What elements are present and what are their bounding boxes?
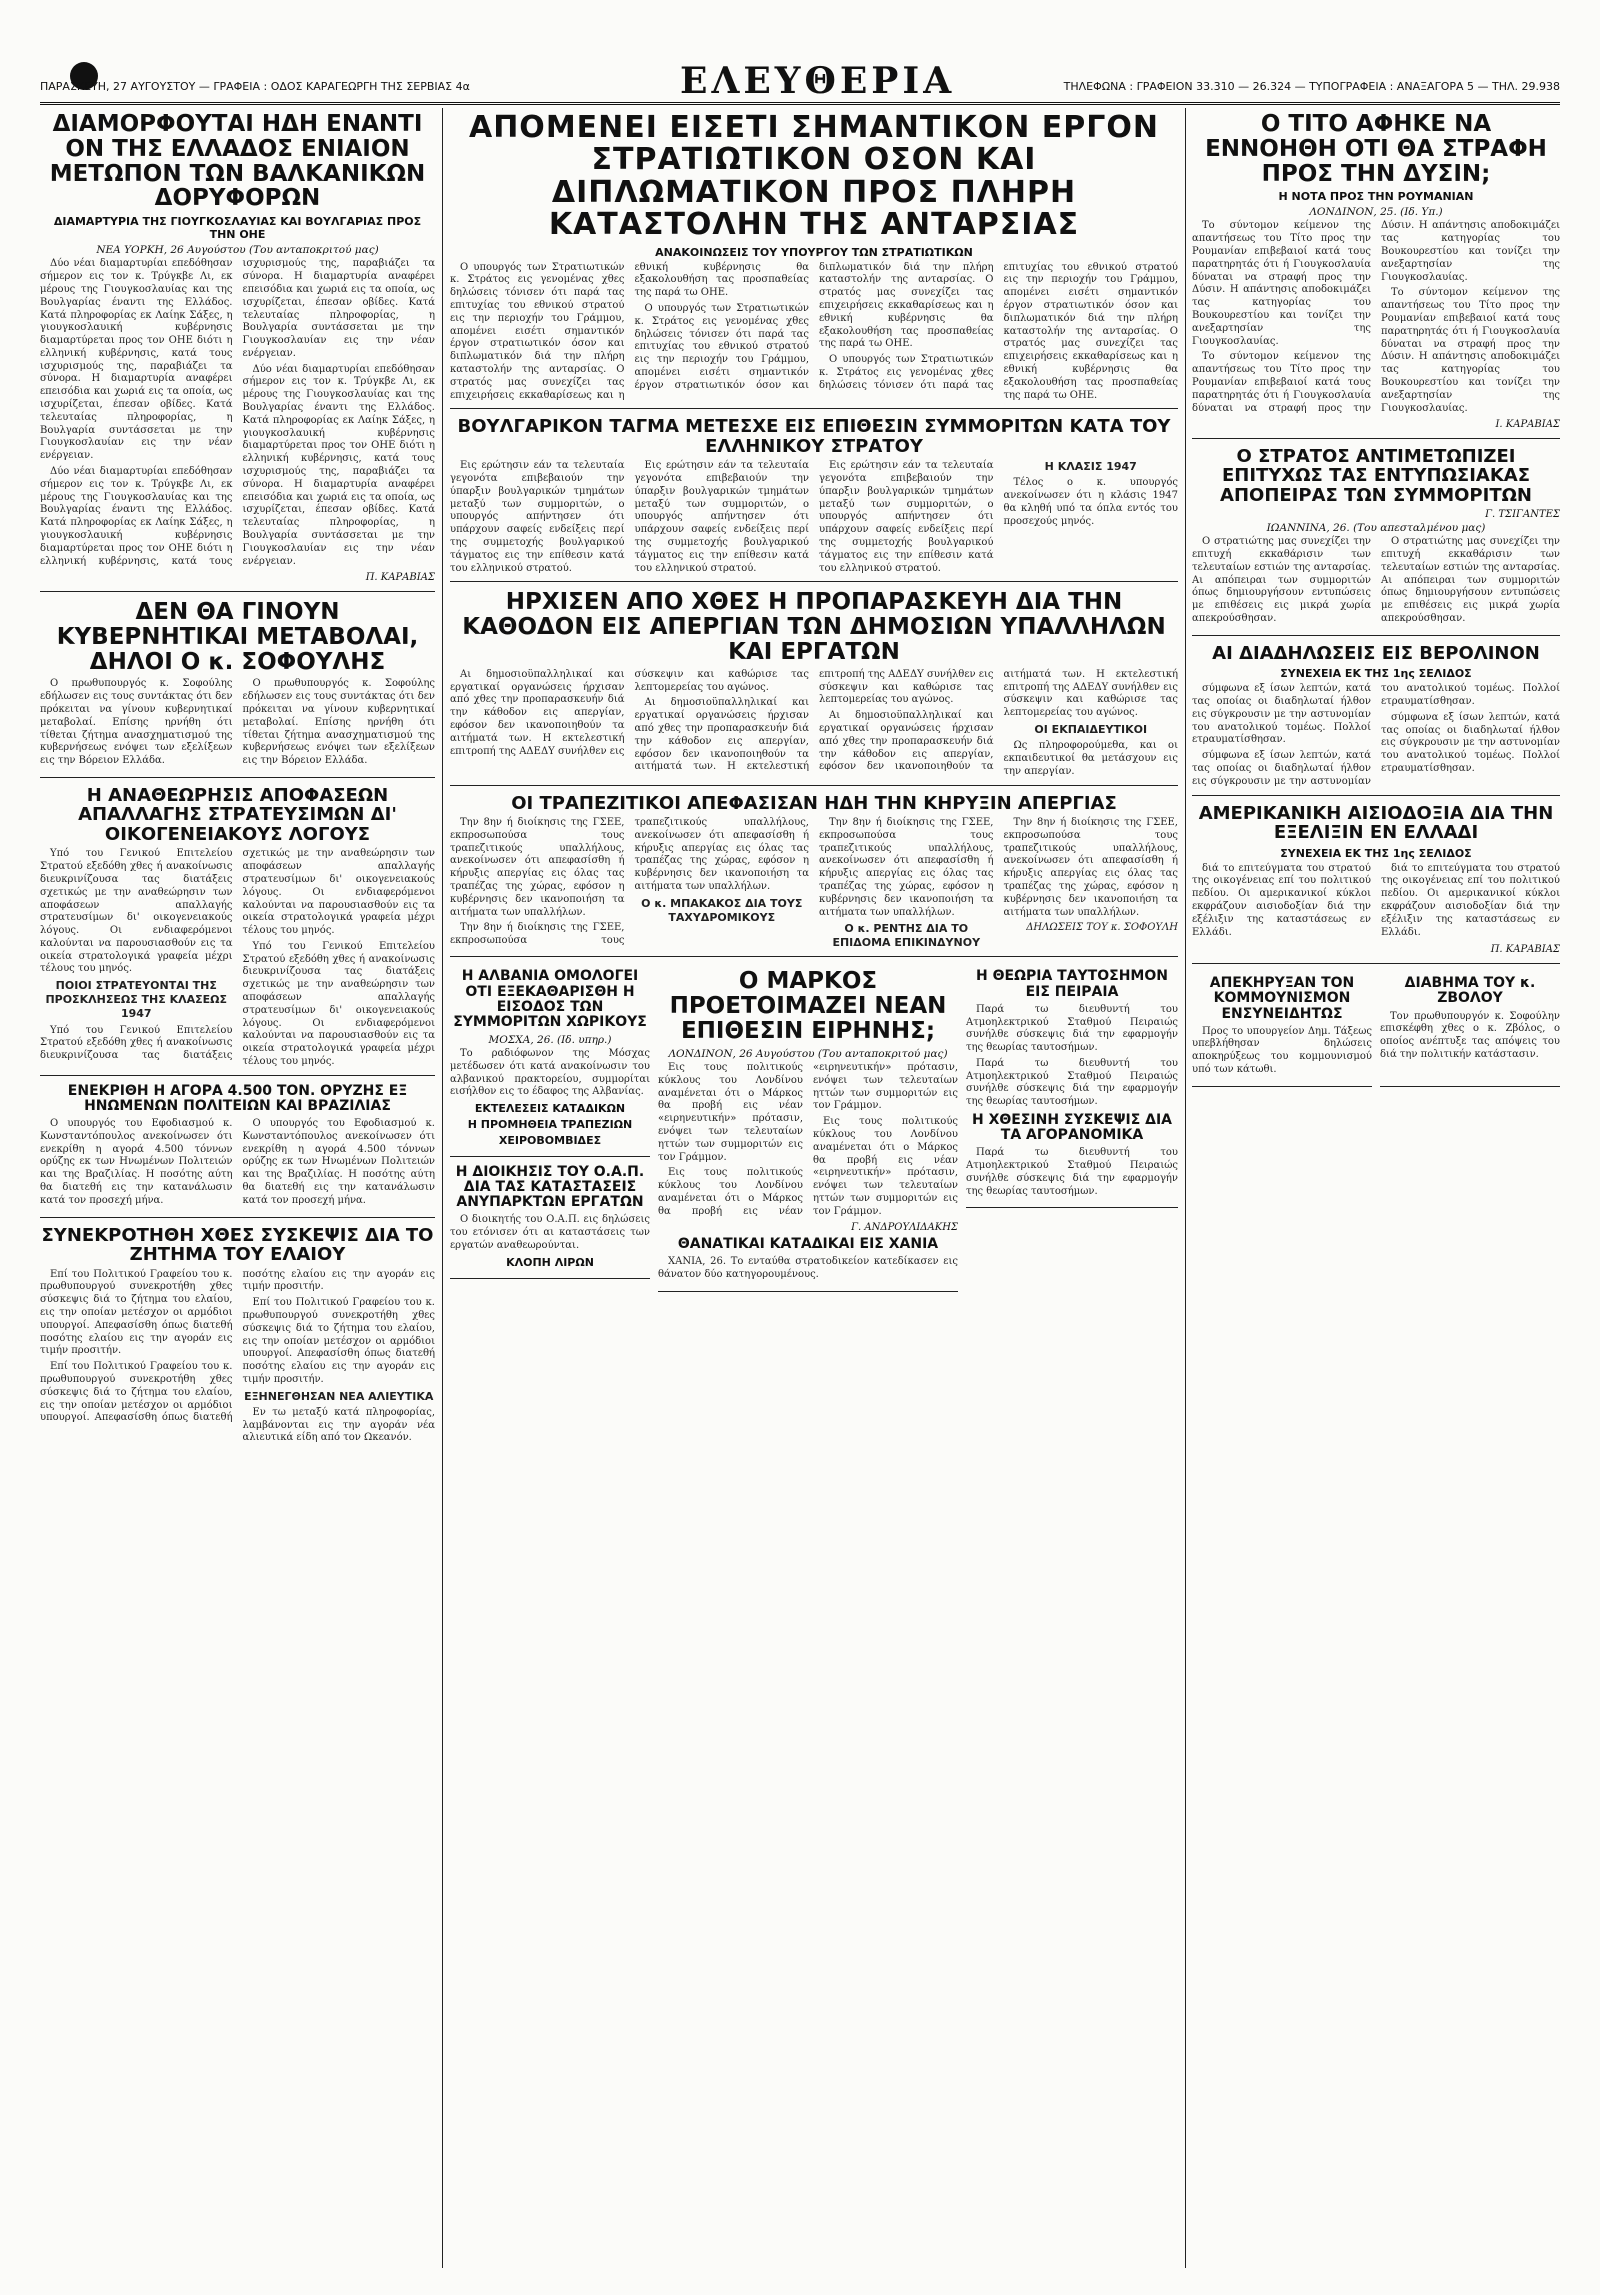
headline: Η ΔΙΟΙΚΗΣΙΣ ΤΟΥ Ο.Α.Π. ΔΙΑ ΤΑΣ ΚΑΤΑΣΤΑΣΕΙΣ ΑΝΥΠΑΡΚΤΩΝ ΕΡΓΑΤΩΝ bbox=[455, 1164, 645, 1211]
article-albania bbox=[450, 969, 650, 1157]
inner-subheadline: Ο κ. ΡΕΝΤΗΣ ΔΙΑ ΤΟ ΕΠΙΔΟΜΑ ΕΠΙΚΙΝΔΥΝΟΥ bbox=[832, 922, 981, 950]
center-column bbox=[450, 108, 1178, 1300]
article-body: Ο υπουργός των Στρατιωτικών κ. Στράτος εις γενομένας χθες δηλώσεις τόνισεν ότι παρά τας επιτυχίας του εθνικού στρατού εις την περιοχήν του Γράμμου, απομένει εισέτι σημαντικόν έργον στρατιωτικόν όσον και διπλωματικόν διά την πλήρη καταστολήν της ανταρσίας. Ο στρατός μας συνεχίζει τας επιχειρήσεις εκκαθαρίσεως και η εθνική κυβέρνησις θα εξακολουθήση τας προσπαθείας της παρά τω ΟΗΕ. Ο υπουργός των Στρατιωτικών κ. Στράτος εις γενομένας χθες δηλώσεις τόνισεν ότι παρά τας επιτυχίας του εθνικού στρατού εις την περιοχήν του Γράμμου, απομένει εισέτι σημαντικόν έργον στρατιωτικόν όσον και διπλωματικόν διά την πλήρη καταστολήν της ανταρσίας. Ο στρατός μας συνεχίζει τας επιχειρήσεις εκκαθαρίσεως και η εθνική κυβέρνησις θα εξακολουθήση τας προσπαθείας της παρά τω ΟΗΕ. Ο υπουργός των Στρατιωτικών κ. Στράτος εις γενομένας χθες δηλώσεις τόνισεν ότι παρά τας επιτυχίας του εθνικού στρατού εις την περιοχήν του Γράμμου, απομένει εισέτι σημαντικόν έργον στρατιωτικόν όσον και διπλωματικόν διά την πλήρη καταστολήν της ανταρσίας. Ο στρατός μας συνεχίζει τας επιχειρήσεις εκκαθαρίσεως και η εθνική κυβέρνησις θα εξακολουθήση τας προσπαθείας της παρά τω ΟΗΕ. bbox=[450, 261, 1178, 401]
article-body: Εις ερώτησιν εάν τα τελευταία γεγονότα επιβεβαιούν την ύπαρξιν βουλγαρικών τμημάτων μεταξύ των συμμοριτών, ο υπουργός απήντησεν ότι υπάρχουν σαφείς ενδείξεις περί της συμμετοχής βουλγαρικού τάγματος εις την επίθεσιν κατά του ελληνικού στρατού. Εις ερώτησιν εάν τα τελευταία γεγονότα επιβεβαιούν την ύπαρξιν βουλγαρικών τμημάτων μεταξύ των συμμοριτών, ο υπουργός απήντησεν ότι υπάρχουν σαφείς ενδείξεις περί της συμμετοχής βουλγαρικού τάγματος εις την επίθεσιν κατά του ελληνικού στρατού. Εις ερώτησιν εάν τα τελευταία γεγονότα επιβεβαιούν την ύπαρξιν βουλγαρικών τμημάτων μεταξύ των συμμοριτών, ο υπουργός απήντησεν ότι υπάρχουν σαφείς ενδείξεις περί της συμμετοχής βουλγαρικού τάγματος εις την επίθεσιν κατά του ελληνικού στρατού. Η ΚΛΑΣΙΣ 1947 Τέλος ο κ. υπουργός ανεκοίνωσεν ότι η κλάσις 1947 θα κληθή υπό τα όπλα εντός του προσεχούς μηνός. bbox=[450, 460, 1178, 574]
article-body: Το σύντομον κείμενον της απαντήσεως του Τίτο προς την Ρουμανίαν επιβεβαιοί κατά τους παρατηρητάς ότι ή Γιουγκοσλαυία δύναται να στραφή προς την Δύσιν. Η απάντησις αποδοκιμάζει τας κατηγορίας του Βουκουρεστίου και τονίζει την ανεξαρτησίαν της Γιουγκοσλαυίας. Το σύντομον κείμενον της απαντήσεως του Τίτο προς την Ρουμανίαν επιβεβαιοί κατά τους παρατηρητάς ότι ή Γιουγκοσλαυία δύναται να στραφή προς την Δύσιν. Η απάντησις αποδοκιμάζει τας κατηγορίας του Βουκουρεστίου και τονίζει την ανεξαρτησίαν της Γιουγκοσλαυίας. Το σύντομον κείμενον της απαντήσεως του Τίτο προς την Ρουμανίαν επιβεβαιοί κατά τους παρατηρητάς ότι ή Γιουγκοσλαυία δύναται να στραφή προς την Δύσιν. Η απάντησις αποδοκιμάζει τας κατηγορίας του Βουκουρεστίου και τονίζει την ανεξαρτησίαν της Γιουγκοσλαυίας. bbox=[1192, 220, 1560, 414]
byline: Ι. ΚΑΡΑΒΙΑΣ bbox=[1495, 418, 1560, 430]
article-body: Επί του Πολιτικού Γραφείου του κ. πρωθυπουργού συνεκροτήθη χθες σύσκεψις διά το ζήτημα του ελαίου, εις την οποίαν μετέσχον οι αρμόδιοι υπουργοί. Απεφασίσθη όπως διατεθή ποσότης ελαίου εις την αγοράν εις τιμήν προσιτήν. Επί του Πολιτικού Γραφείου του κ. πρωθυπουργού συνεκροτήθη χθες σύσκεψις διά το ζήτημα του ελαίου, εις την οποίαν μετέσχον οι αρμόδιοι υπουργοί. Απεφασίσθη όπως διατεθή ποσότης ελαίου εις την αγοράν εις τιμήν προσιτήν. Επί του Πολιτικού Γραφείου του κ. πρωθυπουργού συνεκροτήθη χθες σύσκεψις διά το ζήτημα του ελαίου, εις την οποίαν μετέσχον οι αρμόδιοι υπουργοί. Απεφασίσθη όπως διατεθή ποσότης ελαίου εις την αγοράν εις τιμήν προσιτήν. ΕΞΗΝΕΓΘΗΣΑΝ ΝΕΑ ΑΛΙΕΥΤΙΚΑ Εν τω μεταξύ κατά πληροφορίας, λαμβάνονται εις την αγοράν νέα αλιευτικά είδη από τον Ωκεανόν. bbox=[40, 1268, 435, 1444]
article-body: Την 8ην ή διοίκησις της ΓΣΕΕ, εκπροσωπούσα τους τραπεζιτικούς υπαλλήλους, ανεκοίνωσεν ότι απεφασίσθη ή κήρυξις απεργίας εις όλας τας τραπέζας της χώρας, εφόσον η κυβέρνησις δεν ικανοποιήση τα αιτήματα των υπαλλήλων. Την 8ην ή διοίκησις της ΓΣΕΕ, εκπροσωπούσα τους τραπεζιτικούς υπαλλήλους, ανεκοίνωσεν ότι απεφασίσθη ή κήρυξις απεργίας εις όλας τας τραπέζας της χώρας, εφόσον η κυβέρνησις δεν ικανοποιήση τα αιτήματα των υπαλλήλων. Ο κ. ΜΠΑΚΑΚΟΣ ΔΙΑ ΤΟΥΣ ΤΑΧΥΔΡΟΜΙΚΟΥΣ Την 8ην ή διοίκησις της ΓΣΕΕ, εκπροσωπούσα τους τραπεζιτικούς υπαλλήλους, ανεκοίνωσεν ότι απεφασίσθη ή κήρυξις απεργίας εις όλας τας τραπέζας της χώρας, εφόσον η κυβέρνησις δεν ικανοποιήση τα αιτήματα των υπαλλήλων. Ο κ. ΡΕΝΤΗΣ ΔΙΑ ΤΟ ΕΠΙΔΟΜΑ ΕΠΙΚΙΝΔΥΝΟΥ Την 8ην ή διοίκησις της ΓΣΕΕ, εκπροσωπούσα τους τραπεζιτικούς υπαλλήλους, ανεκοίνωσεν ότι απεφασίσθη ή κήρυξις απεργίας εις όλας τας τραπέζας της χώρας, εφόσον η κυβέρνησις δεν ικανοποιήση τα αιτήματα των υπαλλήλων. ΔΗΛΩΣΕΙΣ ΤΟΥ κ. ΣΟΦΟΥΛΗ bbox=[450, 816, 1178, 950]
headline: ΟΙ ΤΡΑΠΕΖΙΤΙΚΟΙ ΑΠΕΦΑΣΙΣΑΝ ΗΔΗ ΤΗΝ ΚΗΡΥΞΙΝ ΑΠΕΡΓΙΑΣ bbox=[511, 792, 1117, 814]
center-lower-right bbox=[966, 965, 1178, 1299]
headline: Η ΘΕΩΡΙΑ ΤΑΥΤΟΣΗΜΟΝ ΕΙΣ ΠΕΙΡΑΙΑ bbox=[976, 968, 1168, 1000]
newspaper-title: ΕΛΕΥΘΕΡΙΑ bbox=[680, 60, 956, 102]
article-markos bbox=[658, 969, 958, 1291]
article-lead-military bbox=[450, 112, 1178, 409]
article-body: Παρά τω διευθυντή του Ατμοηλεκτρικού Σταθμού Πειραιώς συνήλθε σύσκεψις διά την εφαρμογήν της θεωρίας ταυτοσήμων. Παρά τω διευθυντή του Ατμοηλεκτρικού Σταθμού Πειραιώς συνήλθε σύσκεψις διά την εφαρμογήν της θεωρίας ταυτοσήμων. bbox=[966, 1003, 1178, 1108]
byline: Π. ΚΑΡΑΒΙΑΣ bbox=[365, 571, 435, 583]
article-body: Εις τους πολιτικούς κύκλους του Λονδίνου αναμένεται ότι ο Μάρκος θα προβή εις νέαν «ειρηνευτικήν» πρότασιν, ενόψει των τελευταίων ηττών των συμμοριτών εις τον Γράμμον. Εις τους πολιτικούς κύκλους του Λονδίνου αναμένεται ότι ο Μάρκος θα προβή εις νέαν «ειρηνευτικήν» πρότασιν, ενόψει των τελευταίων ηττών των συμμοριτών εις τον Γράμμον. Εις τους πολιτικούς κύκλους του Λονδίνου αναμένεται ότι ο Μάρκος θα προβή εις νέαν «ειρηνευτικήν» πρότασιν, ενόψει των τελευταίων ηττών των συμμοριτών εις τον Γράμμον. bbox=[658, 1061, 958, 1217]
headline: ΔΙΑΒΗΜΑ ΤΟΥ κ. ΖΒΟΛΟΥ bbox=[1404, 975, 1536, 1007]
article-body: Παρά τω διευθυντή του Ατμοηλεκτρικού Σταθμού Πειραιώς συνήλθε σύσκεψις διά την εφαρμογήν της θεωρίας ταυτοσήμων. bbox=[966, 1147, 1178, 1197]
inner-subheadline: ΠΟΙΟΙ ΣΤΡΑΤΕΥΟΝΤΑΙ ΤΗΣ ΠΡΟΣΚΛΗΣΕΩΣ ΤΗΣ ΚΛΑΣΕΩΣ 1947 bbox=[45, 979, 228, 1021]
byline: Γ. ΑΝΔΡΟΥΛΙΔΑΚΗΣ bbox=[851, 1222, 958, 1234]
headline: ΑΙ ΔΙΑΔΗΛΩΣΕΙΣ ΕΙΣ ΒΕΡΟΛΙΝΟΝ bbox=[1212, 642, 1540, 664]
masthead-phones: ΤΗΛΕΦΩΝΑ : ΓΡΑΦΕΙΟΝ 33.310 — 26.324 — ΤΥΠΟΓΡΑΦΕΙΑ : ΑΝΑΞΑΓΟΡΑ 5 — ΤΗΛ. 29.938 bbox=[1063, 80, 1560, 93]
inner-subheadline: ΧΕΙΡΟΒΟΜΒΙΔΕΣ bbox=[498, 1134, 602, 1148]
inner-headline: Η ΧΘΕΣΙΝΗ ΣΥΣΚΕΨΙΣ ΔΙΑ ΤΑ ΑΓΟΡΑΝΟΜΙΚΑ bbox=[971, 1112, 1173, 1144]
masthead bbox=[40, 60, 1560, 105]
article-tito bbox=[1192, 112, 1560, 439]
right-column bbox=[1192, 108, 1560, 1095]
continuation-note: ΣΥΝΕΧΕΙΑ ΕΚ ΤΗΣ 1ης ΣΕΛΙΔΟΣ bbox=[1280, 667, 1472, 681]
article-american-optimism bbox=[1192, 804, 1560, 965]
column-rule bbox=[1185, 108, 1186, 2268]
article-bank-strike bbox=[450, 794, 1178, 958]
article-rice bbox=[40, 1084, 435, 1218]
article-body: σύμφωνα εξ ίσων λεπτών, κατά τας οποίας οι διαδηλωταί ήλθον εις σύγκρουσιν με την αστυνομίαν του ανατολικού τομέως. Πολλοί ετραυματίσθησαν. σύμφωνα εξ ίσων λεπτών, κατά τας οποίας οι διαδηλωταί ήλθον εις σύγκρουσιν με την αστυνομίαν του ανατολικού τομέως. Πολλοί ετραυματίσθησαν. σύμφωνα εξ ίσων λεπτών, κατά τας οποίας οι διαδηλωταί ήλθον εις σύγκρουσιν με την αστυνομίαν του ανατολικού τομέως. Πολλοί ετραυματίσθησαν. bbox=[1192, 683, 1560, 787]
inner-subheadline: ΕΚΤΕΛΕΣΕΙΣ ΚΑΤΑΔΙΚΩΝ bbox=[474, 1102, 626, 1116]
article-sofoulis bbox=[40, 600, 435, 778]
headline: Ο ΤΙΤΟ ΑΦΗΚΕ ΝΑ ΕΝΝΟΗΘΗ ΟΤΙ ΘΑ ΣΤΡΑΦΗ ΠΡΟΣ ΤΗΝ ΔΥΣΙΝ; bbox=[1205, 111, 1547, 187]
center-lower-left bbox=[450, 965, 650, 1299]
inner-subheadline: Η ΚΛΑΣΙΣ 1947 bbox=[1044, 460, 1137, 474]
article-body: Υπό του Γενικού Επιτελείου Στρατού εξεδόθη χθες ή ανακοίνωσις διευκρινίζουσα τας διατάξεις σχετικώς με την αναθεώρησιν των αποφάσεων απαλλαγής στρατευσίμων δι' οικογενειακούς λόγους. Οι ενδιαφερόμενοι καλούνται να παρουσιασθούν εις τα οικεία στρατολογικά γραφεία μέχρι τέλους του μηνός. ΠΟΙΟΙ ΣΤΡΑΤΕΥΟΝΤΑΙ ΤΗΣ ΠΡΟΣΚΛΗΣΕΩΣ ΤΗΣ ΚΛΑΣΕΩΣ 1947 Υπό του Γενικού Επιτελείου Στρατού εξεδόθη χθες ή ανακοίνωσις διευκρινίζουσα τας διατάξεις σχετικώς με την αναθεώρησιν των αποφάσεων απαλλαγής στρατευσίμων δι' οικογενειακούς λόγους. Οι ενδιαφερόμενοι καλούνται να παρουσιασθούν εις τα οικεία στρατολογικά γραφεία μέχρι τέλους του μηνός. Υπό του Γενικού Επιτελείου Στρατού εξεδόθη χθες ή ανακοίνωσις διευκρινίζουσα τας διατάξεις σχετικώς με την αναθεώρησιν των αποφάσεων απαλλαγής στρατευσίμων δι' οικογενειακούς λόγους. Οι ενδιαφερόμενοι καλούνται να παρουσιασθούν εις τα οικεία στρατολογικά γραφεία μέχρι τέλους του μηνός. bbox=[40, 848, 435, 1068]
article-body: Το ραδιόφωνον της Μόσχας μετέδωσεν ότι κατά ανακοίνωσιν του αλβανικού πρακτορείου, συμμορίται εισήλθον εις το έδαφος της Αλβανίας. bbox=[450, 1047, 650, 1098]
headline: ΗΡΧΙΣΕΝ ΑΠΟ ΧΘΕΣ Η ΠΡΟΠΑΡΑΣΚΕΥΗ ΔΙΑ ΤΗΝ ΚΑΘΟΔΟΝ ΕΙΣ ΑΠΕΡΓΙΑΝ ΤΩΝ ΔΗΜΟΣΙΩΝ ΥΠΑΛΛΗΛΩΝ ΚΑΙ ΕΡΓΑΤΩΝ bbox=[462, 589, 1166, 666]
dateline: ΜΟΣΧΑ, 26. (Ιδ. υπηρ.) bbox=[488, 1033, 612, 1046]
headline: Η ΑΝΑΘΕΩΡΗΣΙΣ ΑΠΟΦΑΣΕΩΝ ΑΠΑΛΛΑΓΗΣ ΣΤΡΑΤΕΥΣΙΜΩΝ ΔΙ' ΟΙΚΟΓΕΝΕΙΑΚΟΥΣ ΛΟΓΟΥΣ bbox=[78, 785, 397, 845]
subheadline: ΔΙΑΜΑΡΤΥΡΙΑ ΤΗΣ ΓΙΟΥΓΚΟΣΛΑΥΙΑΣ ΚΑΙ ΒΟΥΛΓΑΡΙΑΣ ΠΡΟΣ ΤΗΝ ΟΗΕ bbox=[53, 215, 422, 242]
article-body: Δύο νέαι διαμαρτυρίαι επεδόθησαν σήμερον εις τον κ. Τρύγκβε Λι, εκ μέρους της Γιουγκοσλαυίας και της Βουλγαρίας έναντι της Ελλάδος. Κατά πληροφορίας εκ Λαίηκ Σάξες, η γιουγκοσλαυική κυβέρνησις διαμαρτύρεται προς τον ΟΗΕ διότι η ελληνική κυβέρνησις, κατά τους ισχυρισμούς της, παραβιάζει τα σύνορα. Η διαμαρτυρία αναφέρει επεισόδια και χωριά εις τα οποία, ως ισχυρίζεται, έπεσαν οβίδες. Κατά τελευταίας πληροφορίας, η Βουλγαρία συντάσσεται με την Γιουγκοσλαυίαν εις την νέαν ενέργειαν. Δύο νέαι διαμαρτυρίαι επεδόθησαν σήμερον εις τον κ. Τρύγκβε Λι, εκ μέρους της Γιουγκοσλαυίας και της Βουλγαρίας έναντι της Ελλάδος. Κατά πληροφορίας εκ Λαίηκ Σάξες, η γιουγκοσλαυική κυβέρνησις διαμαρτύρεται προς τον ΟΗΕ διότι η ελληνική κυβέρνησις, κατά τους ισχυρισμούς της, παραβιάζει τα σύνορα. Η διαμαρτυρία αναφέρει επεισόδια και χωριά εις τα οποία, ως ισχυρίζεται, έπεσαν οβίδες. Κατά τελευταίας πληροφορίας, η Βουλγαρία συντάσσεται με την Γιουγκοσλαυίαν εις την νέαν ενέργειαν. Δύο νέαι διαμαρτυρίαι επεδόθησαν σήμερον εις τον κ. Τρύγκβε Λι, εκ μέρους της Γιουγκοσλαυίας και της Βουλγαρίας έναντι της Ελλάδος. Κατά πληροφορίας εκ Λαίηκ Σάξες, η γιουγκοσλαυική κυβέρνησις διαμαρτύρεται προς τον ΟΗΕ διότι η ελληνική κυβέρνησις, κατά τους ισχυρισμούς της, παραβιάζει τα σύνορα. Η διαμαρτυρία αναφέρει επεισόδια και χωριά εις τα οποία, ως ισχυρίζεται, έπεσαν οβίδες. Κατά τελευταίας πληροφορίας, η Βουλγαρία συντάσσεται με την Γιουγκοσλαυίαν εις την νέαν ενέργειαν. bbox=[40, 258, 435, 567]
article-body: Ο διοικητής του Ο.Α.Π. εις δηλώσεις του ετόνισεν ότι αι καταστάσεις των εργατών αναθεωρούνται. bbox=[450, 1214, 650, 1252]
headline: ΔΕΝ ΘΑ ΓΙΝΟΥΝ ΚΥΒΕΡΝΗΤΙΚΑΙ ΜΕΤΑΒΟΛΑΙ, ΔΗΛΟΙ Ο κ. ΣΟΦΟΥΛΗΣ bbox=[56, 598, 419, 675]
headline: ΕΝΕΚΡΙΘΗ Η ΑΓΟΡΑ 4.500 ΤΟΝ. ΟΡΥΖΗΣ ΕΞ ΗΝΩΜΕΝΩΝ ΠΟΛΙΤΕΙΩΝ ΚΑΙ ΒΡΑΖΙΛΙΑΣ bbox=[67, 1082, 408, 1114]
headline: ΑΜΕΡΙΚΑΝΙΚΗ ΑΙΣΙΟΔΟΞΙΑ ΔΙΑ ΤΗΝ ΕΞΕΛΙΞΙΝ ΕΝ ΕΛΛΑΔΙ bbox=[1198, 802, 1554, 844]
article-theory bbox=[966, 969, 1178, 1208]
article-balkan-front bbox=[40, 112, 435, 592]
continuation-note: ΣΥΝΕΧΕΙΑ ΕΚ ΤΗΣ 1ης ΣΕΛΙΔΟΣ bbox=[1280, 846, 1472, 860]
article-public-strike bbox=[450, 590, 1178, 785]
dateline: ΛΟΝΔΙΝΟΝ, 26 Αυγούστου (Του ανταποκριτού μας) bbox=[668, 1047, 948, 1060]
inner-subheadline: ΚΛΟΠΗ ΛΙΡΩΝ bbox=[506, 1255, 594, 1269]
inner-subheadline: Η ΠΡΟΜΗΘΕΙΑ ΤΡΑΠΕΖΙΩΝ bbox=[467, 1118, 633, 1132]
article-communism bbox=[1192, 972, 1372, 1087]
subheadline: ΑΝΑΚΟΙΝΩΣΕΙΣ ΤΟΥ ΥΠΟΥΡΓΟΥ ΤΩΝ ΣΤΡΑΤΙΩΤΙΚΩΝ bbox=[655, 245, 973, 259]
headline: ΑΠΕΚΗΡΥΞΑΝ ΤΟΝ ΚΟΜΜΟΥΝΙΣΜΟΝ ΕΝΣΥΝΕΙΔΗΤΩΣ bbox=[1209, 975, 1355, 1022]
column-rule bbox=[442, 108, 443, 2268]
inner-subheadline: ΟΙ ΕΚΠΑΙΔΕΥΤΙΚΟΙ bbox=[1034, 723, 1148, 737]
headline: ΒΟΥΛΓΑΡΙΚΟΝ ΤΑΓΜΑ ΜΕΤΕΣΧΕ ΕΙΣ ΕΠΙΘΕΣΙΝ ΣΥΜΜΟΡΙΤΩΝ ΚΑΤΑ ΤΟΥ ΕΛΛΗΝΙΚΟΥ ΣΤΡΑΤΟΥ bbox=[457, 416, 1171, 457]
article-body: Αι δημοσιοϋπαλληλικαί και εργατικαί οργανώσεις ήρχισαν από χθες την προπαρασκευήν διά την κάθοδον εις απεργίαν, εφόσον δεν ικανοποιηθούν τα αιτήματά των. Η εκτελεστική επιτροπή της ΑΔΕΔΥ συνήλθεν εις σύσκεψιν και καθώρισε τας λεπτομερείας του αγώνος. Αι δημοσιοϋπαλληλικαί και εργατικαί οργανώσεις ήρχισαν από χθες την προπαρασκευήν διά την κάθοδον εις απεργίαν, εφόσον δεν ικανοποιηθούν τα αιτήματά των. Η εκτελεστική επιτροπή της ΑΔΕΔΥ συνήλθεν εις σύσκεψιν και καθώρισε τας λεπτομερείας του αγώνος. Αι δημοσιοϋπαλληλικαί και εργατικαί οργανώσεις ήρχισαν από χθες την προπαρασκευήν διά την κάθοδον εις απεργίαν, εφόσον δεν ικανοποιηθούν τα αιτήματά των. Η εκτελεστική επιτροπή της ΑΔΕΔΥ συνήλθεν εις σύσκεψιν και καθώρισε τας λεπτομερείας του αγώνος. ΟΙ ΕΚΠΑΙΔΕΥΤΙΚΟΙ Ως πληροφορούμεθα, και οι εκπαιδευτικοί θα μετάσχουν εις την απεργίαν. bbox=[450, 668, 1178, 777]
center-lower-middle bbox=[658, 965, 958, 1299]
article-body: Προς το υπουργείον Δημ. Τάξεως υπεβλήθησαν δηλώσεις αποκηρύξεως του κομμουνισμού υπό των κάτωθι. bbox=[1192, 1025, 1372, 1076]
left-column bbox=[40, 108, 435, 1459]
byline: ΔΗΛΩΣΕΙΣ ΤΟΥ κ. ΣΟΦΟΥΛΗ bbox=[1026, 922, 1178, 934]
article-oap bbox=[450, 1165, 650, 1279]
article-oil bbox=[40, 1226, 435, 1452]
lead-headline: ΑΠΟΜΕΝΕΙ ΕΙΣΕΤΙ ΣΗΜΑΝΤΙΚΟΝ ΕΡΓΟΝ ΣΤΡΑΤΙΩΤΙΚΟΝ ΟΣΟΝ ΚΑΙ ΔΙΠΛΩΜΑΤΙΚΟΝ ΠΡΟΣ ΠΛΗΡΗ ΚΑΤΑΣΤΟΛΗΝ ΤΗΣ ΑΝΤΑΡΣΙΑΣ bbox=[468, 110, 1159, 243]
dateline: ΝΕΑ ΥΟΡΚΗ, 26 Αυγούστου (Του ανταποκριτού μας) bbox=[96, 244, 379, 257]
article-army bbox=[1192, 447, 1560, 636]
article-body: Τον πρωθυπουργόν κ. Σοφούλην επισκέφθη χθες ο κ. Ζβόλος, ο οποίος ανέπτυξε τας απόψεις του διά την πολιτικήν κατάστασιν. bbox=[1380, 1010, 1560, 1060]
byline: Γ. ΤΣΙΓΑΝΤΕΣ bbox=[1485, 509, 1560, 521]
article-body: ΧΑΝΙΑ, 26. Το ενταύθα στρατοδικείον κατεδίκασεν εις θάνατον δύο κατηγορουμένους. bbox=[658, 1256, 958, 1280]
right-lower-row bbox=[1192, 972, 1560, 1095]
article-berlin bbox=[1192, 644, 1560, 796]
headline: ΔΙΑΜΟΡΦΟΥΤΑΙ ΗΔΗ ΕΝΑΝΤΙ ΟΝ ΤΗΣ ΕΛΛΑΔΟΣ ΕΝΙΑΙΟΝ ΜΕΤΩΠΟΝ ΤΩΝ ΒΑΛΚΑΝΙΚΩΝ ΔΟΡΥΦΟΡΩΝ bbox=[49, 111, 426, 212]
headline: Ο ΣΤΡΑΤΟΣ ΑΝΤΙΜΕΤΩΠΙΖΕΙ ΕΠΙΤΥΧΩΣ ΤΑΣ ΕΝΤΥΠΩΣΙΑΚΑΣ ΑΠΟΠΕΙΡΑΣ ΤΩΝ ΣΥΜΜΟΡΙΤΩΝ bbox=[1220, 445, 1532, 506]
article-zvolos bbox=[1380, 972, 1560, 1087]
article-body: διά το επιτεύγματα του στρατού της οικογένειας επί του πολιτικού πεδίου. Οι αμερικανικοί κύκλοι εκφράζουν αισιοδοξίαν διά την εξέλιξιν της καταστάσεως εν Ελλάδι. διά το επιτεύγματα του στρατού της οικογένειας επί του πολιτικού πεδίου. Οι αμερικανικοί κύκλοι εκφράζουν αισιοδοξίαν διά την εξέλιξιν της καταστάσεως εν Ελλάδι. bbox=[1192, 862, 1560, 938]
byline: Π. ΚΑΡΑΒΙΑΣ bbox=[1490, 944, 1560, 956]
inner-subheadline: Ο κ. ΜΠΑΚΑΚΟΣ ΔΙΑ ΤΟΥΣ ΤΑΧΥΔΡΟΜΙΚΟΥΣ bbox=[641, 896, 803, 924]
headline: ΣΥΝΕΚΡΟΤΗΘΗ ΧΘΕΣ ΣΥΣΚΕΨΙΣ ΔΙΑ ΤΟ ΖΗΤΗΜΑ ΤΟΥ ΕΛΑΙΟΥ bbox=[41, 1224, 434, 1266]
inner-headline: ΘΑΝΑΤΙΚΑΙ ΚΑΤΑΔΙΚΑΙ ΕΙΣ ΧΑΝΙΑ bbox=[677, 1236, 939, 1253]
article-body: Ο υπουργός του Εφοδιασμού κ. Κωνσταντόπουλος ανεκοίνωσεν ότι ενεκρίθη η αγορά 4.500 τόννων ορύζης εκ των Ηνωμένων Πολιτειών και της Βραζιλίας. Η ποσότης αύτη θα διατεθή εις την κατανάλωσιν κατά τον προσεχή μήνα. Ο υπουργός του Εφοδιασμού κ. Κωνσταντόπουλος ανεκοίνωσεν ότι ενεκρίθη η αγορά 4.500 τόννων ορύζης εκ των Ηνωμένων Πολιτειών και της Βραζιλίας. Η ποσότης αύτη θα διατεθή εις την κατανάλωσιν κατά τον προσεχή μήνα. bbox=[40, 1118, 435, 1206]
subheadline: Η ΝΟΤΑ ΠΡΟΣ ΤΗΝ ΡΟΥΜΑΝΙΑΝ bbox=[1278, 190, 1474, 204]
masthead-date-address: ΠΑΡΑΣΚΕΥΗ, 27 ΑΥΓΟΥΣΤΟΥ — ΓΡΑΦΕΙΑ : ΟΔΟΣ ΚΑΡΑΓΕΩΡΓΗ ΤΗΣ ΣΕΡΒΙΑΣ 4α bbox=[40, 80, 470, 93]
headline: Η ΑΛΒΑΝΙΑ ΟΜΟΛΟΓΕΙ ΟΤΙ ΕΞΕΚΑΘΑΡΙΣΘΗ Η ΕΙΣΟΔΟΣ ΤΩΝ ΣΥΜΜΟΡΙΤΩΝ ΧΩΡΙΚΟΥΣ bbox=[453, 968, 647, 1030]
headline: Ο ΜΑΡΚΟΣ ΠΡΟΕΤΟΙΜΑΖΕΙ ΝΕΑΝ ΕΠΙΘΕΣΙΝ ΕΙΡΗΝΗΣ; bbox=[669, 968, 947, 1045]
article-body: Ο πρωθυπουργός κ. Σοφούλης εδήλωσεν εις τους συντάκτας ότι δεν πρόκειται να γίνουν κυβερνητικαί μεταβολαί. Επίσης ηρνήθη ότι τίθεται ζήτημα ανασχηματισμού της κυβερνήσεως ενόψει των εξελίξεων εις την Βόρειον Ελλάδα. Ο πρωθυπουργός κ. Σοφούλης εδήλωσεν εις τους συντάκτας ότι δεν πρόκειται να γίνουν κυβερνητικαί μεταβολαί. Επίσης ηρνήθη ότι τίθεται ζήτημα ανασχηματισμού της κυβερνήσεως ενόψει των εξελίξεων εις την Βόρειον Ελλάδα. bbox=[40, 678, 435, 767]
article-body: Ο στρατιώτης μας συνεχίζει την επιτυχή εκκαθάρισιν των τελευταίων εστιών της ανταρσίας. Αι απόπειραι των συμμοριτών όπως δημιουργήσουν εντυπώσεις με επιθέσεις εις μικρά χωρία απεκρούσθησαν. Ο στρατιώτης μας συνεχίζει την επιτυχή εκκαθάρισιν των τελευταίων εστιών της ανταρσίας. Αι απόπειραι των συμμοριτών όπως δημιουργήσουν εντυπώσεις με επιθέσεις εις μικρά χωρία απεκρούσθησαν. bbox=[1192, 536, 1560, 625]
dateline: ΛΟΝΔΙΝΟΝ, 25. (Ιδ. Υπ.) bbox=[1309, 206, 1443, 219]
article-bulgarian-battalion bbox=[450, 417, 1178, 582]
inner-subheadline: ΕΞΗΝΕΓΘΗΣΑΝ ΝΕΑ ΑΛΙΕΥΤΙΚΑ bbox=[244, 1389, 434, 1403]
dateline: ΙΩΑΝΝΙΝΑ, 26. (Του απεσταλμένου μας) bbox=[1266, 522, 1486, 535]
center-lower-row bbox=[450, 965, 1178, 1299]
article-conscripts bbox=[40, 786, 435, 1076]
